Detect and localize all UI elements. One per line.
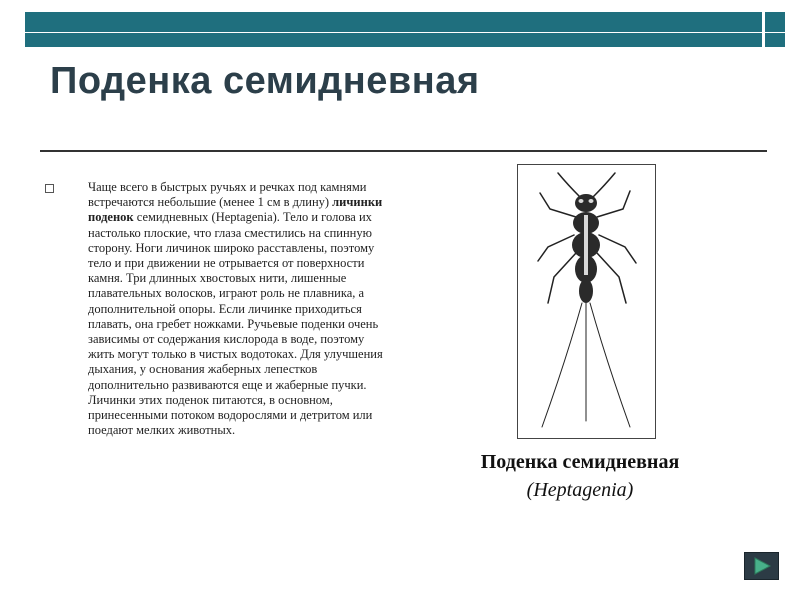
caption-latin-name: (Heptagenia) [526, 479, 634, 501]
body-text-part1: Чаще всего в быстрых ручьях и речках под камнями встречаются небольшие (менее 1 см в длину) [88, 180, 367, 210]
slide-title: Поденка семидневная [50, 60, 480, 102]
header-bar [25, 12, 762, 32]
header-corner-bottom [765, 33, 785, 47]
body-text-bold: личинки поденок [88, 195, 383, 225]
mayfly-larva-illustration [517, 164, 656, 439]
caption-title: Поденка семидневная [480, 451, 680, 473]
body-paragraph [88, 180, 393, 438]
body-text-part2: семидневных (Heptagenia). Тело и голова их настолько плоские, что глаза сместились на спинную сторону. Ноги личинок широко расставлены, поэтому тело и при движении не отрывается от поверхности камня. Три длинных хвостовых нити, лишенные плавательных волосков, играют роль не плавника, а дополнительной опоры. Если личинке приходиться плавать, она гребет ножками. Ручьевые поденки очень зависимы от содержания кислорода в воде, поэтому жить могут только в чистых водотоках. Для улучшения дыхания, у основания жаберных лепестков дополнительно развиваются еще и жаберные пучки. Личинки этих поденок питаются, в основном, принесенными потоком водорослями и детритом или поедают мелких животных. [88, 210, 383, 438]
figure-caption [445, 448, 715, 504]
next-slide-button[interactable] [744, 552, 779, 580]
title-divider [40, 150, 767, 152]
header-corner-top [765, 12, 785, 32]
header-bar-lower [25, 33, 762, 47]
next-arrow-icon [752, 557, 772, 575]
square-bullet-icon [45, 184, 54, 193]
